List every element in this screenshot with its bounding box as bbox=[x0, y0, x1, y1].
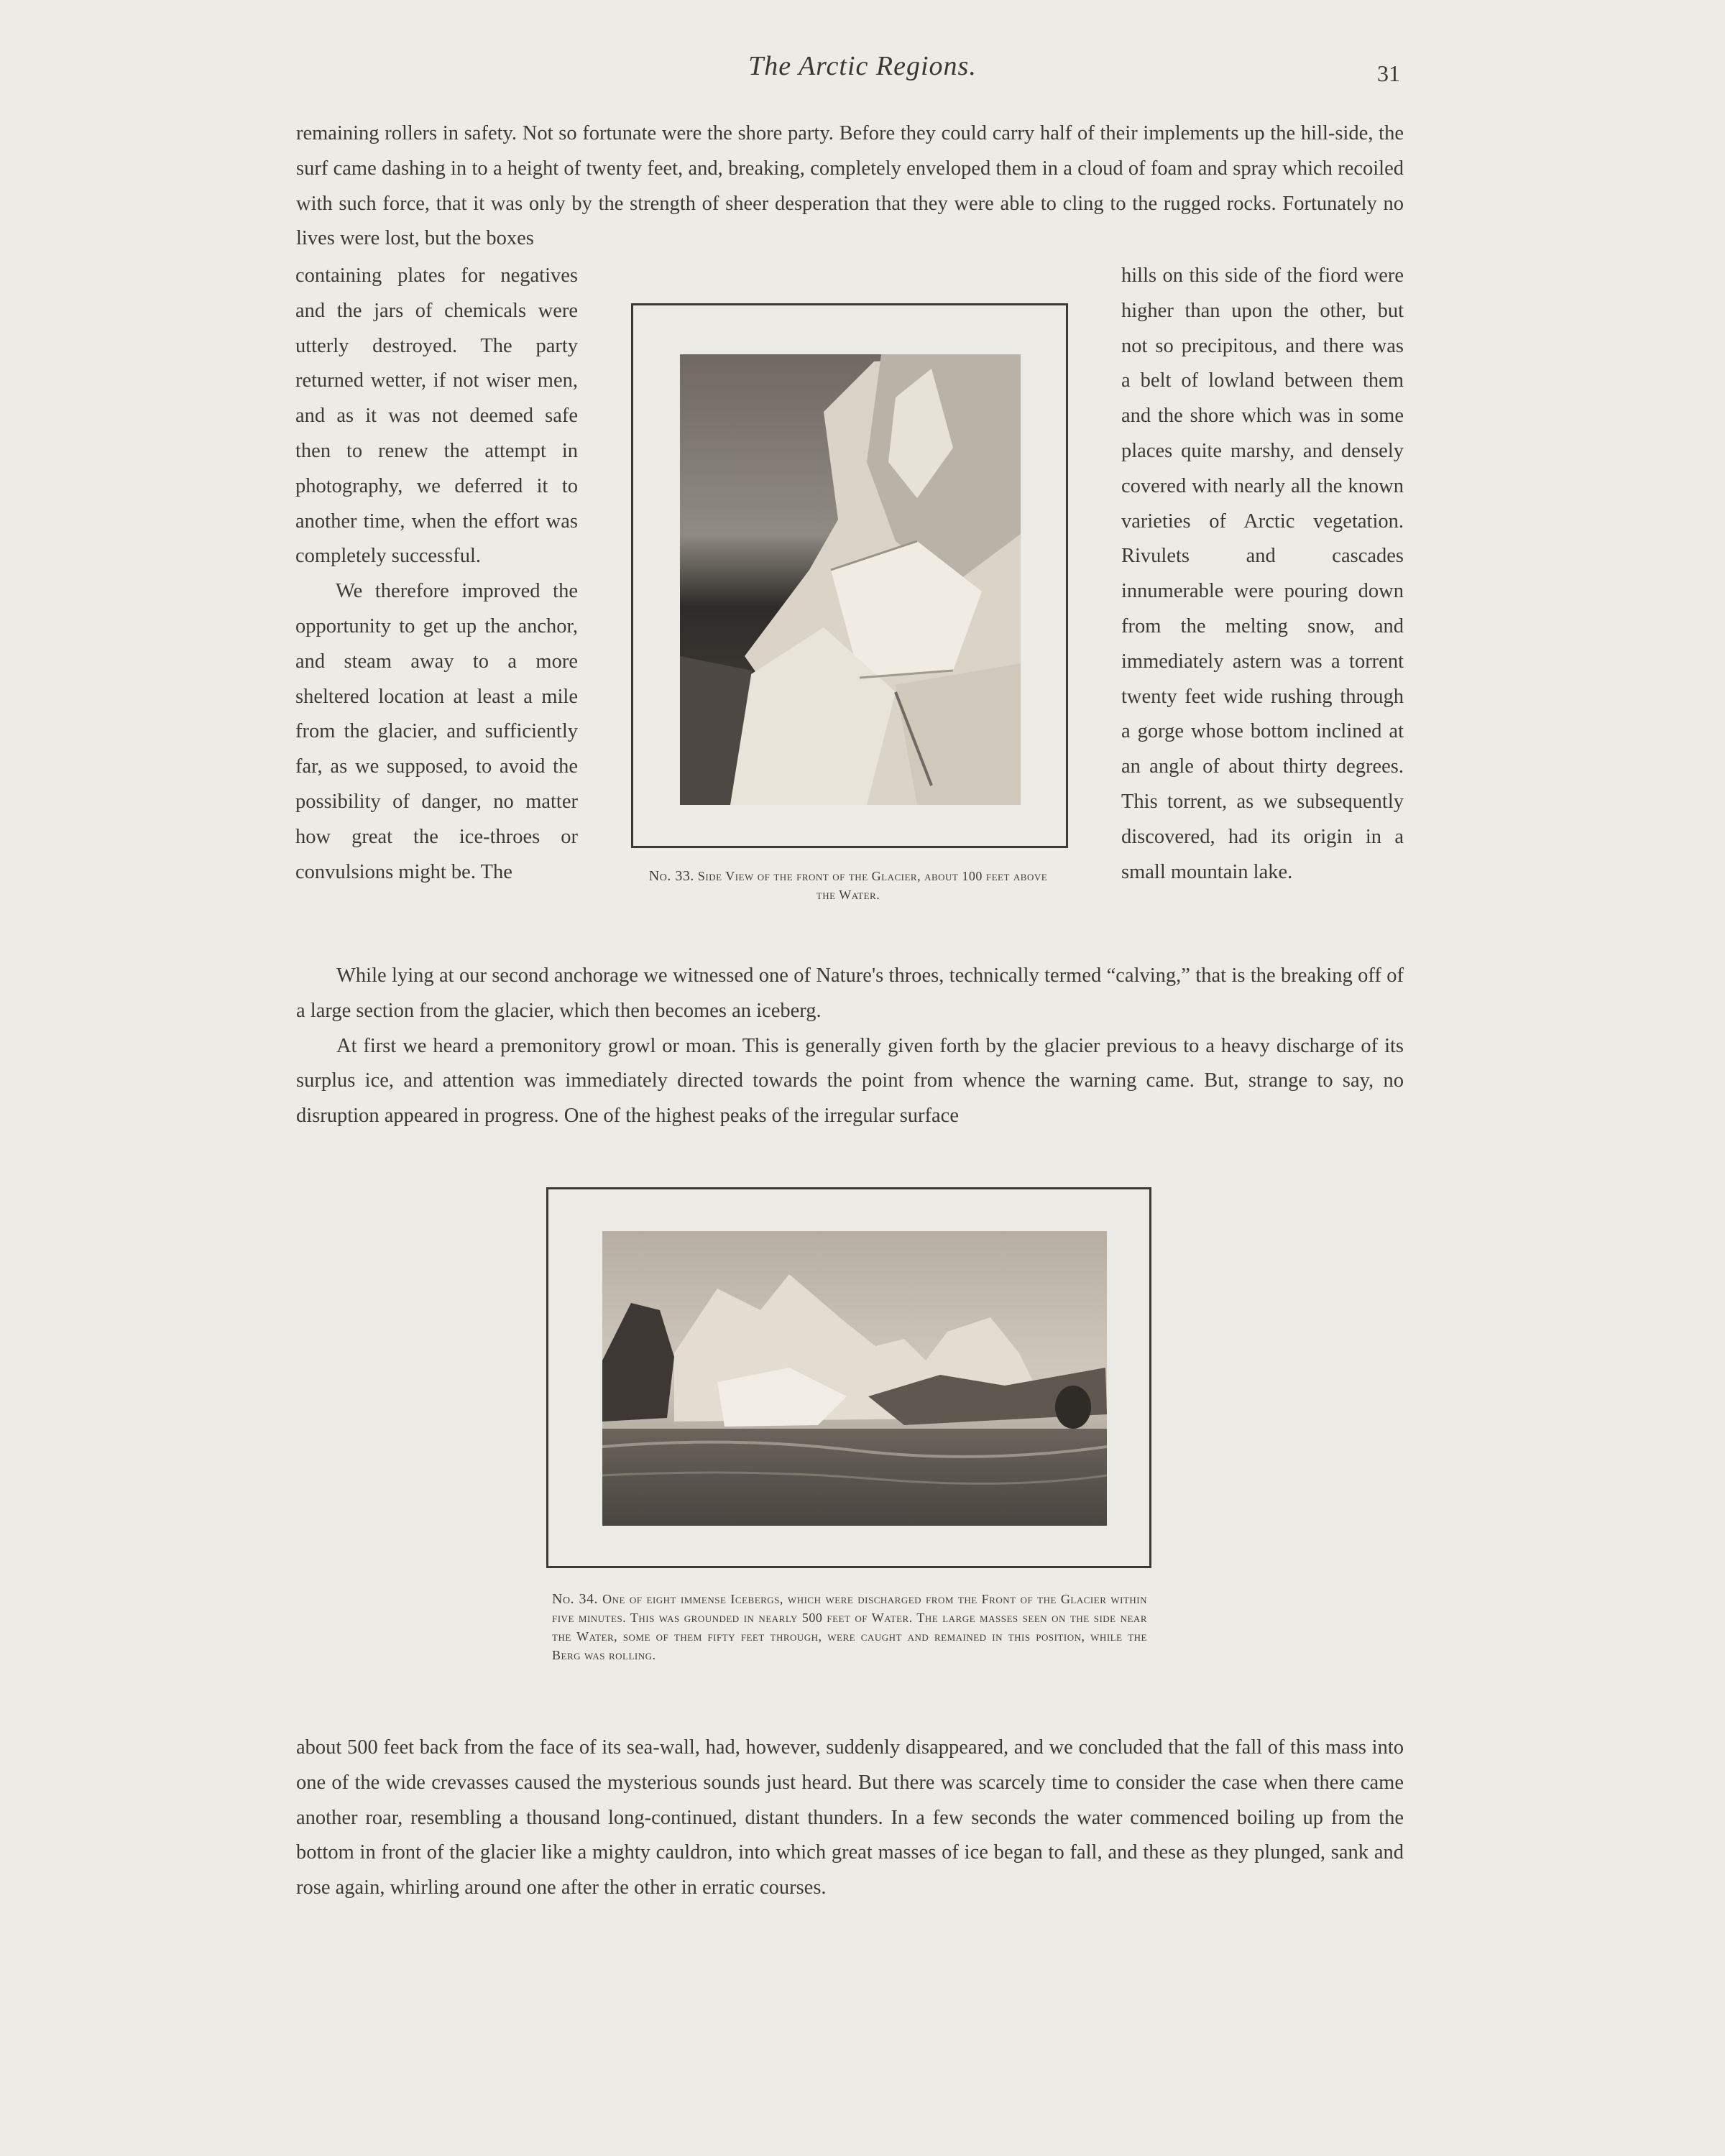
figure-33-photograph bbox=[680, 354, 1021, 805]
figure-33-caption bbox=[647, 867, 1049, 904]
figure-34-photograph bbox=[602, 1231, 1107, 1526]
middle-text bbox=[296, 959, 1404, 1134]
figure-33-number: No. 33. bbox=[648, 868, 694, 884]
left-column bbox=[295, 259, 578, 890]
glacier-side-view-image bbox=[680, 354, 1021, 805]
running-header-title: The Arctic Regions. bbox=[748, 51, 977, 81]
iceberg-image bbox=[602, 1231, 1107, 1526]
page-number: 31 bbox=[1377, 60, 1400, 86]
bottom-paragraph: about 500 feet back from the face of its sea-wall, had, however, suddenly disappeared, and we concluded that the fall of this mass into one of the wide crevasses caused the mysterious sounds just heard. But there was scarcely time to consider the case when there came another roar, resembling a thousand long-continued, distant thunders. In a few seconds the water commenced boiling up from the bottom in front of the glacier like a mighty cauldron, into which great masses of ice began to fall, and these as they plunged, sank and rose again, whirling around one after the other in erratic courses. bbox=[296, 1736, 1404, 1899]
figure-34-caption-text: One of eight immense Icebergs, which were discharged from the Front of the Glacier within five minutes. This was grounded in nearly 500 feet of Water. The large masses seen on the side near the Water, some of them fifty feet through, were caught and remained in this position, while the Berg was rolling. bbox=[552, 1592, 1148, 1662]
left-column-paragraph-1: containing plates for negatives and the jars of chemicals were utterly destroyed. The party returned wetter, if not wiser men, and as it was not deemed safe then to renew the attempt in photography, we deferred it to another time, when the effort was completely successful. bbox=[295, 264, 578, 568]
left-column-paragraph-2: We therefore improved the opportunity to get up the anchor, and steam away to a more sheltered location at least a mile from the glacier, and sufficiently far, as we supposed, to avoid the possibility of danger, no matter how great the ice-throes or convulsions might be. The bbox=[295, 580, 578, 883]
middle-paragraph-2: At first we heard a premonitory growl or moan. This is generally given forth by the glacier previous to a heavy discharge of its surplus ice, and attention was immediately directed towards the point from whence the warning came. But, strange to say, no disruption appeared in progress. One of the highest peaks of the irregular surface bbox=[296, 1034, 1404, 1128]
figure-34-number: No. 34. bbox=[552, 1591, 599, 1607]
right-column-paragraph: hills on this side of the fiord were higher than upon the other, but not so precipitous, and there was a belt of lowland between them and the shore which was in some places quite marshy, and densely covered with nearly all the known varieties of Arctic vegetation. Rivulets and cascades innumerable were pouring down from the melting snow, and immediately astern was a torrent twenty feet wide rushing through a gorge whose bottom inclined at an angle of about thirty degrees. This torrent, as we subsequently discovered, had its origin in a small mountain lake. bbox=[1121, 264, 1404, 883]
top-paragraph: remaining rollers in safety. Not so fortunate were the shore party. Before they could carry half of their implements up the hill-side, the surf came dashing in to a height of twenty feet, and, breaking, completely enveloped them in a cloud of foam and spray which recoiled with such force, that it was only by the strength of sheer desperation that they were able to cling to the rugged rocks. Fortunately no lives were lost, but the boxes bbox=[296, 122, 1404, 250]
middle-paragraph-1: While lying at our second anchorage we witnessed one of Nature's throes, technically termed “calving,” that is the breaking off of a large section from the glacier, which then becomes an iceberg. bbox=[296, 964, 1404, 1022]
figure-34-caption bbox=[552, 1590, 1147, 1664]
right-column bbox=[1121, 259, 1404, 890]
figure-33-caption-text: Side View of the front of the Glacier, about 100 feet above the Water. bbox=[697, 869, 1048, 902]
